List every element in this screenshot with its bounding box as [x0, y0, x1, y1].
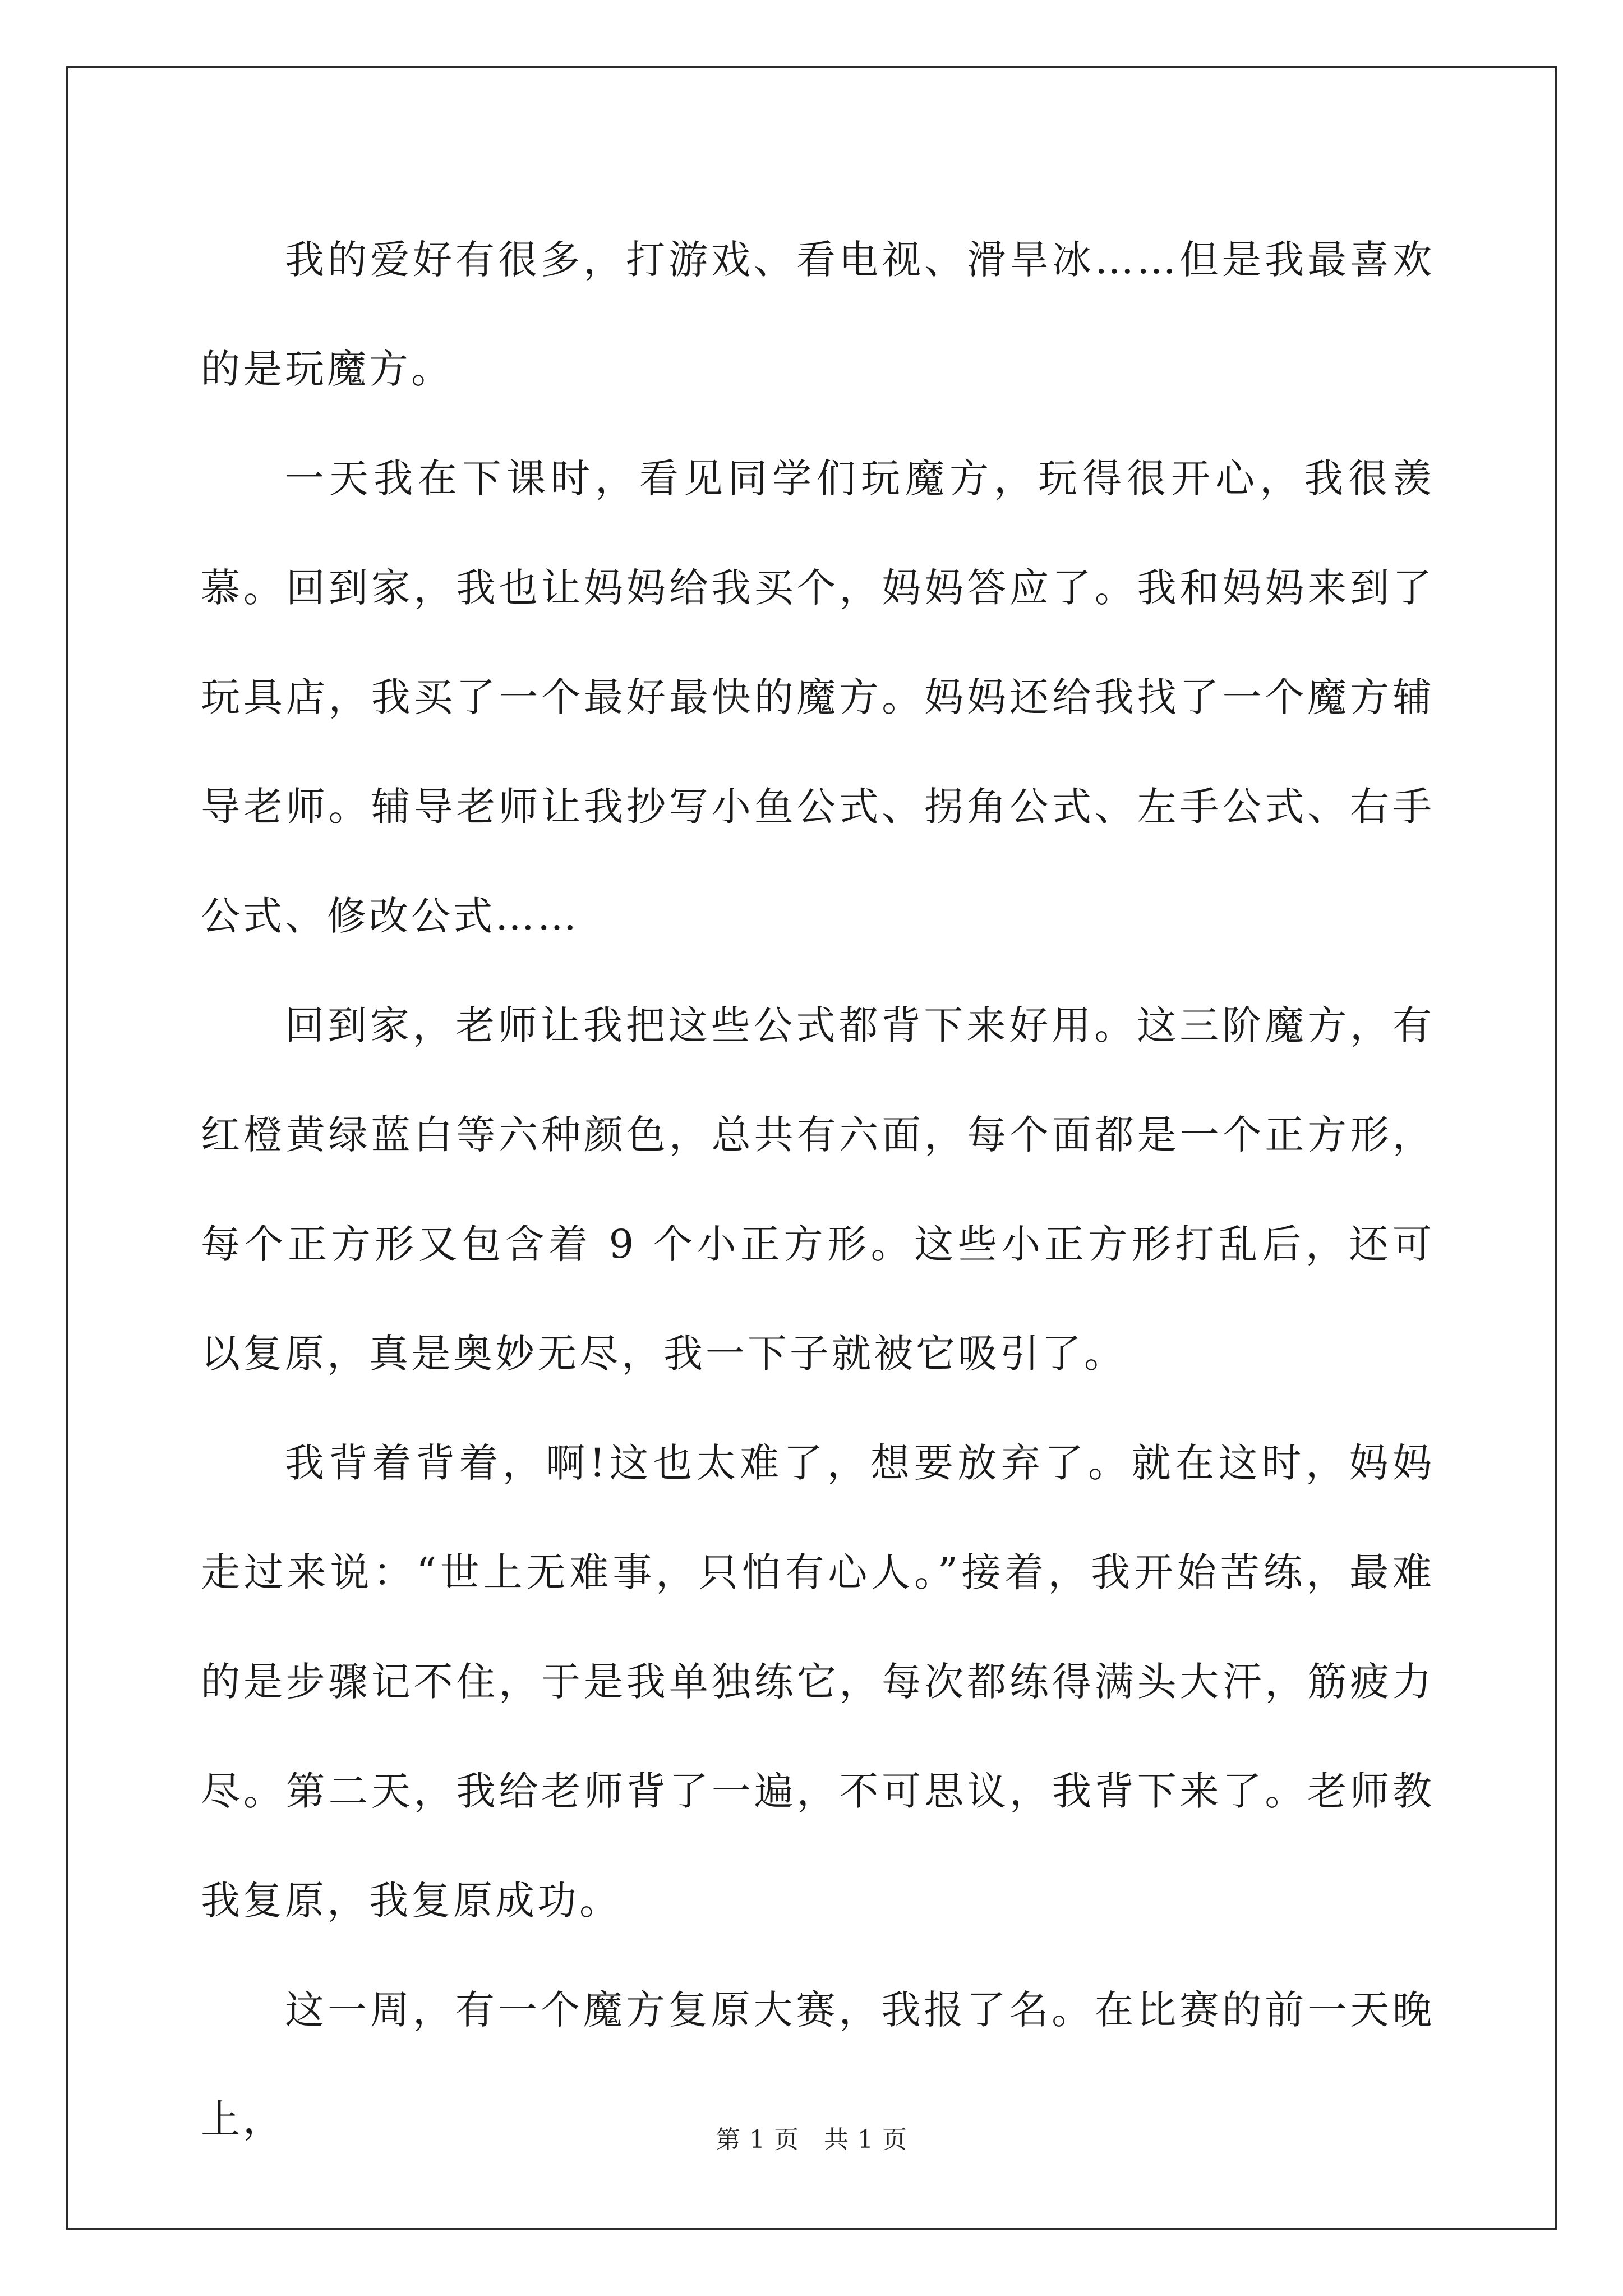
page-total: 共 1 页 — [824, 2125, 907, 2154]
page-number: 第 1 页 — [716, 2125, 799, 2154]
paragraph-5: 这一周，有一个魔方复原大赛，我报了名。在比赛的前一天晚上， — [201, 1987, 1435, 2142]
paragraph-2: 一天我在下课时，看见同学们玩魔方，玩得很开心，我很羡慕。回到家，我也让妈妈给我买个，妈妈答应了。我和妈妈来到了玩具店，我买了一个最好最快的魔方。妈妈还给我找了一个魔方辅导老师。辅导老师让我抄写小鱼公式、拐角公式、左手公式、右手公式、修改公式…… — [201, 455, 1435, 939]
paragraph-4: 我背着背着，啊!这也太难了，想要放弃了。就在这时，妈妈走过来说：“世上无难事，只怕有心人。”接着，我开始苦练，最难的是步骤记不住，于是我单独练它，每次都练得满头大汗，筋疲力尽。第二天，我给老师背了一遍，不可思议，我背下来了。老师教我复原，我复原成功。 — [201, 1440, 1435, 1924]
page-footer — [0, 2119, 1623, 2155]
paragraph-3: 回到家，老师让我把这些公式都背下来好用。这三阶魔方，有红橙黄绿蓝白等六种颜色，总共有六面，每个面都是一个正方形，每个正方形又包含着 9 个小正方形。这些小正方形打乱后，还可以复原，真是奥妙无尽，我一下子就被它吸引了。 — [201, 1002, 1435, 1377]
document-body — [201, 205, 1435, 2174]
paragraph-1: 我的爱好有很多，打游戏、看电视、滑旱冰……但是我最喜欢的是玩魔方。 — [201, 237, 1435, 392]
